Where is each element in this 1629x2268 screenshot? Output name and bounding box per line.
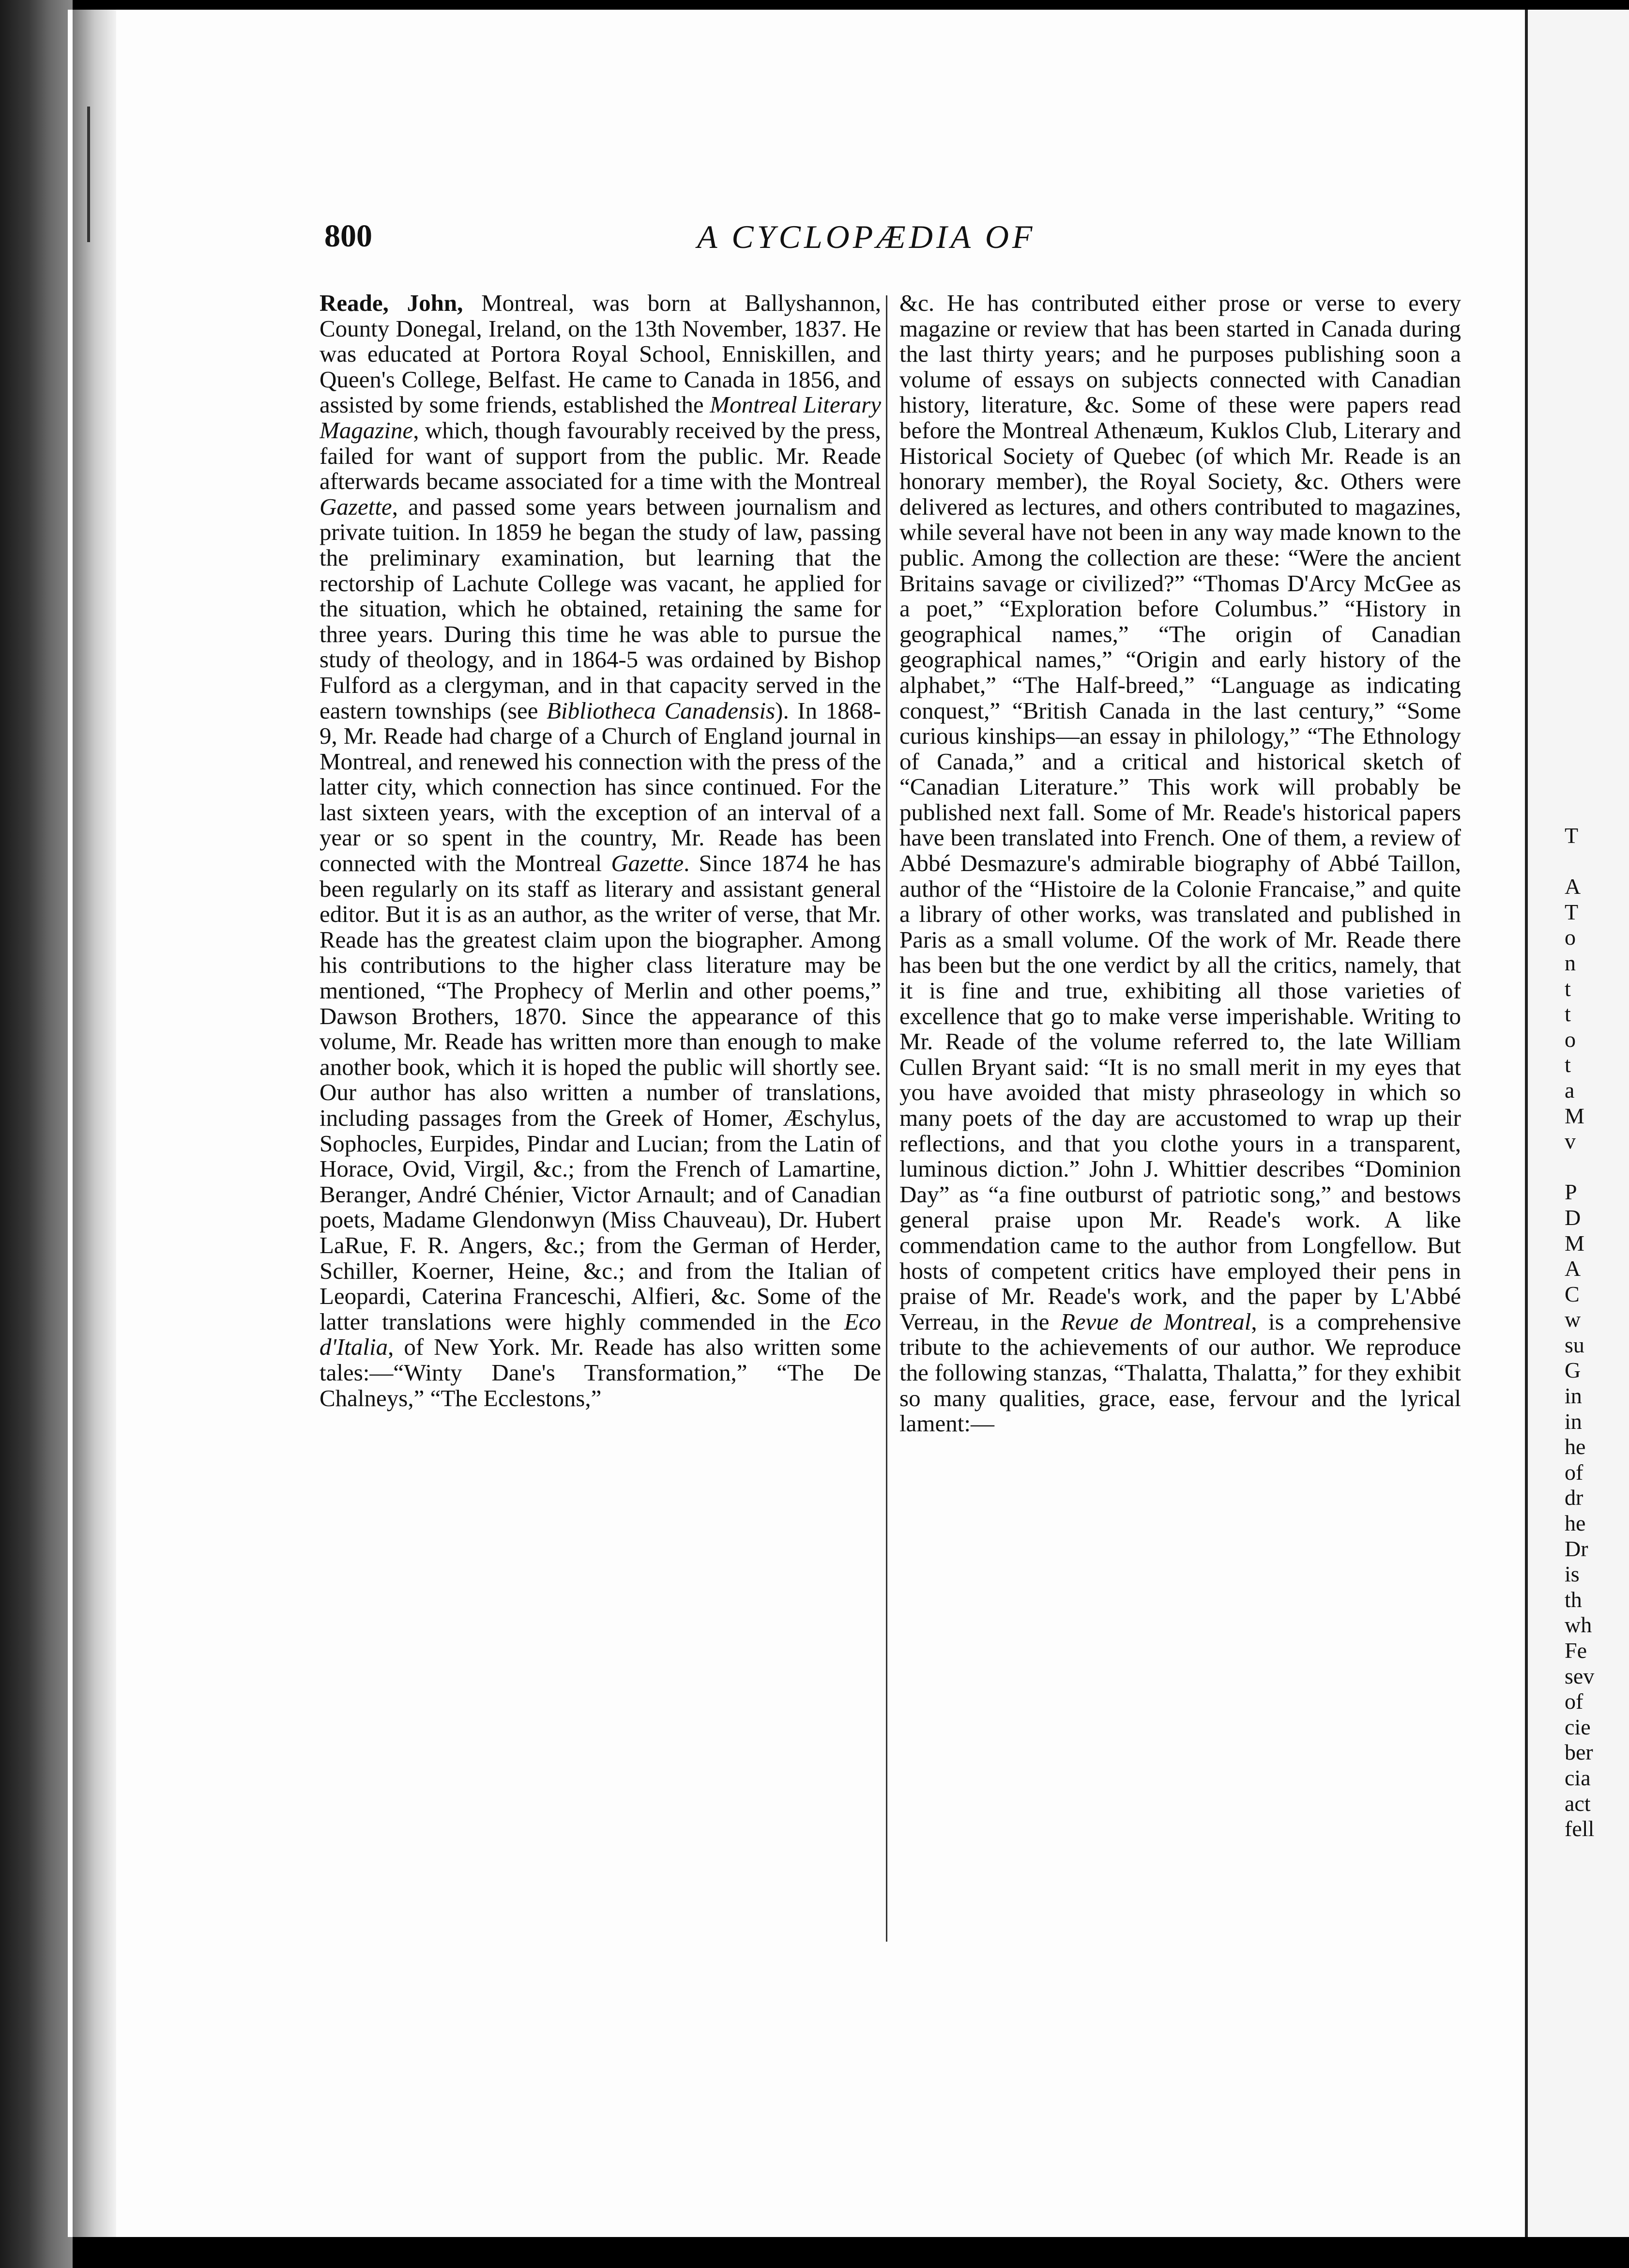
page-gutter-shadow [73,10,116,2237]
facing-page-fragment: A [1565,874,1581,899]
facing-page-fragment: T [1565,899,1579,924]
facing-page-fragment: Dr [1565,1536,1588,1561]
facing-page-fragment: in [1565,1409,1582,1434]
entry-text: , is a comprehensive tribute to the achievements of our author. We reproduce the following stanzas, “Thalatta, Thalatta,” for they exhibit so many qualities, grace, ease, fervour and the lyrical lament:— [899,1308,1461,1437]
entry-text: . Since 1874 he has been regularly on its staff as literary and assistant general editor. But it is as an author, as the writer of verse, that Mr. Reade has the greatest claim upon the biographer. Among his contributions to the higher class literature may be mentioned, “The Prophecy of Merlin and other poems,” Dawson Brothers, 1870. Since the appearance of this volume, Mr. Reade has written more than enough to make another book, which it is hoped the public will shortly see. Our author has also written a number of translations, including passages from the Greek of Homer, Æschylus, Sophocles, Eurpides, Pindar and Lucian; from the Latin of Horace, Ovid, Virgil, &c.; from the French of Lamartine, Beranger, André Chénier, Victor Arnault; and of Canadian poets, Madame Glendonwyn (Miss Chauveau), Dr. Hubert LaRue, F. R. Angers, &c.; from the German of Herder, Schiller, Koerner, Heine, &c.; and from the Italian of Leopardi, Caterina Franceschi, Alfieri, &c. Some of the latter translations were highly commended in the [320,850,881,1335]
right-column [899,291,1461,2179]
facing-page-fragment: of [1565,1689,1583,1714]
facing-page-fragment: o [1565,1027,1576,1052]
facing-page-fragment: sev [1565,1663,1595,1688]
facing-page-fragment: o [1565,925,1576,950]
facing-page-fragment: in [1565,1383,1582,1409]
scan-artifact-mark [87,107,109,242]
facing-page-fragment: Fe [1565,1638,1587,1663]
facing-page-fragment: G [1565,1358,1581,1383]
italic-title: Gazette [320,493,392,520]
entry-text: ). In 1868-9, Mr. Reade had charge of a Church of England journal in Montreal, and renewed his connection with the press of the latter city, which connection has since continued. For the last sixteen years, with the exception of an interval of a year or so spent in the country, Mr. Reade has been connected with the Montreal [320,697,881,877]
italic-title: Montreal Literary Magazine [320,391,881,444]
italic-title: Eco d'Italia [320,1308,881,1361]
facing-page-fragment: A [1565,1256,1581,1281]
facing-page-fragment: n [1565,950,1576,975]
column-divider [886,295,887,1942]
facing-page-fragment: D [1565,1205,1581,1230]
facing-page-fragment: C [1565,1281,1580,1306]
left-column [320,291,881,2179]
facing-page-fragment: t [1565,1052,1571,1077]
page-number: 800 [324,218,372,254]
running-head: A CYCLOPÆDIA OF [697,218,1036,255]
facing-page-fragment: t [1565,1001,1571,1027]
entry-text: , and passed some years between journalism and private tuition. In 1859 he began the study of law, passing the preliminary examination, but learning that the rectorship of Lachute College was vacant, he applied for the situation, which he obtained, retaining the same for three years. During this time he was able to pursue the study of theology, and in 1864-5 was ordained by Bishop Fulford as a clergyman, and in that capacity served in the eastern townships (see [320,493,881,724]
entry-text: Montreal, was born at Ballyshannon, County Donegal, Ireland, on the 13th November, 1837. He was educated at Portora Royal School, Enniskillen, and Queen's College, Belfast. He came to Canada in 1856, and assisted by some friends, established the [320,291,881,418]
facing-page-fragment: w [1565,1307,1581,1332]
facing-page-fragment: M [1565,1103,1584,1128]
facing-page-fragment: M [1565,1230,1584,1256]
facing-page-fragment: he [1565,1434,1586,1459]
facing-page-fragment: he [1565,1511,1586,1536]
facing-page-fragment: is [1565,1562,1580,1587]
facing-page-fragment [1565,849,1623,874]
facing-page-fragment: th [1565,1587,1582,1612]
facing-page-fragment: ber [1565,1740,1593,1765]
facing-page-fragment: cie [1565,1714,1591,1739]
entry-text: , which, though favourably received by the press, failed for want of support from the public. Mr. Reade afterwards became associated for a time with the Montreal [320,416,881,495]
facing-page-fragment: act [1565,1791,1591,1816]
facing-page-fragment: wh [1565,1612,1592,1638]
entry-headword: Reade, John, [320,291,463,316]
facing-page-fragment [1565,1154,1623,1180]
facing-page-fragment: t [1565,976,1571,1001]
italic-title: Gazette [611,850,684,877]
page-header [324,218,1147,271]
facing-page-fragment: P [1565,1180,1577,1205]
facing-page-fragment: a [1565,1077,1575,1103]
facing-page-fragment: su [1565,1332,1584,1357]
facing-page-fragment: cia [1565,1765,1591,1790]
facing-page-fragment: of [1565,1459,1583,1485]
facing-page-fragment: fell [1565,1816,1595,1841]
entry-text: &c. He has contributed either prose or verse to every magazine or review that has been started in Canada during the last thirty years; and he purposes publishing soon a volume of essays on subjects connected with Canadian history, literature, &c. Some of these were papers read before the Montreal Athenæum, Kuklos Club, Literary and Historical Society of Quebec (of which Mr. Reade is an honorary member), the Royal Society, &c. Others were delivered as lectures, and others contributed to magazines, while several have not been in any way made known to the public. Among the collection are these: “Were the ancient Britains savage or civilized?” “Thomas D'Arcy McGee as a poet,” “Exploration before Columbus.” “History in geographical names,” “The origin of Canadian geographical names,” “Origin and early history of the alphabet,” “The Half-breed,” “Language as indicating conquest,” “British Canada in the last century,” “Some curious kinships—an essay in philology,” “The Ethnology of Canada,” and a critical and historical sketch of “Canadian Literature.” This work will probably be published next fall. Some of Mr. Reade's historical papers have been translated into French. One of them, a review of Abbé Desmazure's admirable biography of Abbé Taillon, author of the “Histoire de la Colonie Francaise,” and quite a library of other works, was translated and published in Paris as a small volume. Of the work of Mr. Reade there has been but the one verdict by all the critics, namely, that it is fine and true, exhibiting all those varieties of excellence that go to make verse imperishable. Writing to Mr. Reade of the volume referred to, the late William Cullen Bryant said: “It is no small merit in my eyes that you have avoided that misty phraseology in which so many poets of the day are accustomed to wrap up their reflections, and that you clothe yours in a transparent, luminous diction.” John J. Whittier describes “Dominion Day” as “a fine outburst of patriotic song,” and bestows general praise upon Mr. Reade's work. A like commendation came to the author from Longfellow. But hosts of competent critics have employed their pens in praise of Mr. Reade's work, and the paper by L'Abbé Verreau, in the [899,291,1461,1335]
facing-page-fragments [1565,823,1623,2130]
facing-page-fragment: T [1565,823,1579,848]
facing-page-fragment: v [1565,1129,1576,1154]
italic-title: Bibliotheca Canadensis [547,697,776,724]
facing-page-fragment: dr [1565,1485,1583,1510]
entry-text: , of New York. Mr. Reade has also written some tales:—“Winty Dane's Transformation,” “The De Chalneys,” “The Ecclestons,” [320,1333,881,1411]
book-binding [0,0,73,2268]
italic-title: Revue de Montreal [1060,1308,1251,1335]
